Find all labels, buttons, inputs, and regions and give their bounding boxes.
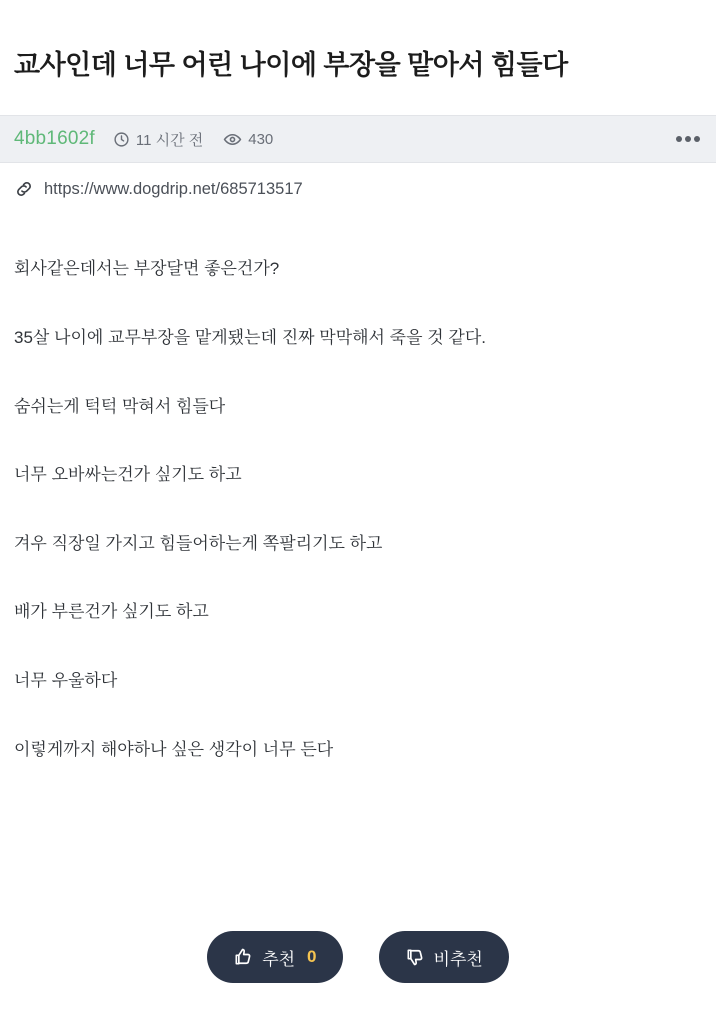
post-url-link[interactable]: https://www.dogdrip.net/685713517 (44, 179, 303, 198)
post-body (0, 209, 716, 909)
downvote-label: 비추천 (433, 949, 483, 969)
post-link-row[interactable] (0, 163, 716, 209)
more-dot (685, 136, 691, 142)
title-section (0, 0, 716, 115)
link-icon (14, 179, 34, 199)
body-paragraph: 너무 오바싸는건가 싶기도 하고 (14, 465, 242, 485)
body-paragraph: 회사같은데서는 부장달면 좋은건가? (14, 259, 280, 279)
post-meta-bar (0, 115, 716, 163)
time-ago-label: 11 시간 전 (135, 131, 204, 149)
body-paragraph: 35살 나이에 교무부장을 맡게됐는데 진짜 막막해서 죽을 것 같다. (14, 327, 486, 347)
thumbs-down-icon (405, 947, 425, 967)
vote-bar (0, 909, 716, 1017)
body-paragraph: 이렇게까지 해야하나 싶은 생각이 너무 든다 (14, 739, 334, 759)
upvote-count: 0 (307, 947, 317, 966)
thumbs-up-icon (233, 947, 253, 967)
eye-icon (223, 130, 242, 149)
views-meta (223, 130, 273, 149)
body-paragraph: 너무 우울하다 (14, 671, 118, 691)
time-meta (113, 129, 203, 150)
body-paragraph: 겨우 직장일 가지고 힘들어하는게 쪽팔리기도 하고 (14, 533, 383, 553)
view-count: 430 (248, 130, 274, 148)
clock-icon (113, 131, 130, 148)
body-paragraph: 배가 부른건가 싶기도 하고 (14, 602, 209, 622)
downvote-button[interactable] (379, 931, 509, 983)
more-options-icon[interactable] (674, 130, 702, 148)
upvote-button[interactable] (207, 931, 342, 983)
more-dot (676, 136, 682, 142)
upvote-label: 추천 (262, 949, 296, 969)
more-dot (694, 136, 700, 142)
author-name[interactable]: 4bb1602f (14, 128, 95, 150)
body-paragraph: 숨쉬는게 턱턱 막혀서 힘들다 (14, 396, 226, 416)
page-title: 교사인데 너무 어린 나이에 부장을 맡아서 힘들다 (14, 50, 568, 81)
